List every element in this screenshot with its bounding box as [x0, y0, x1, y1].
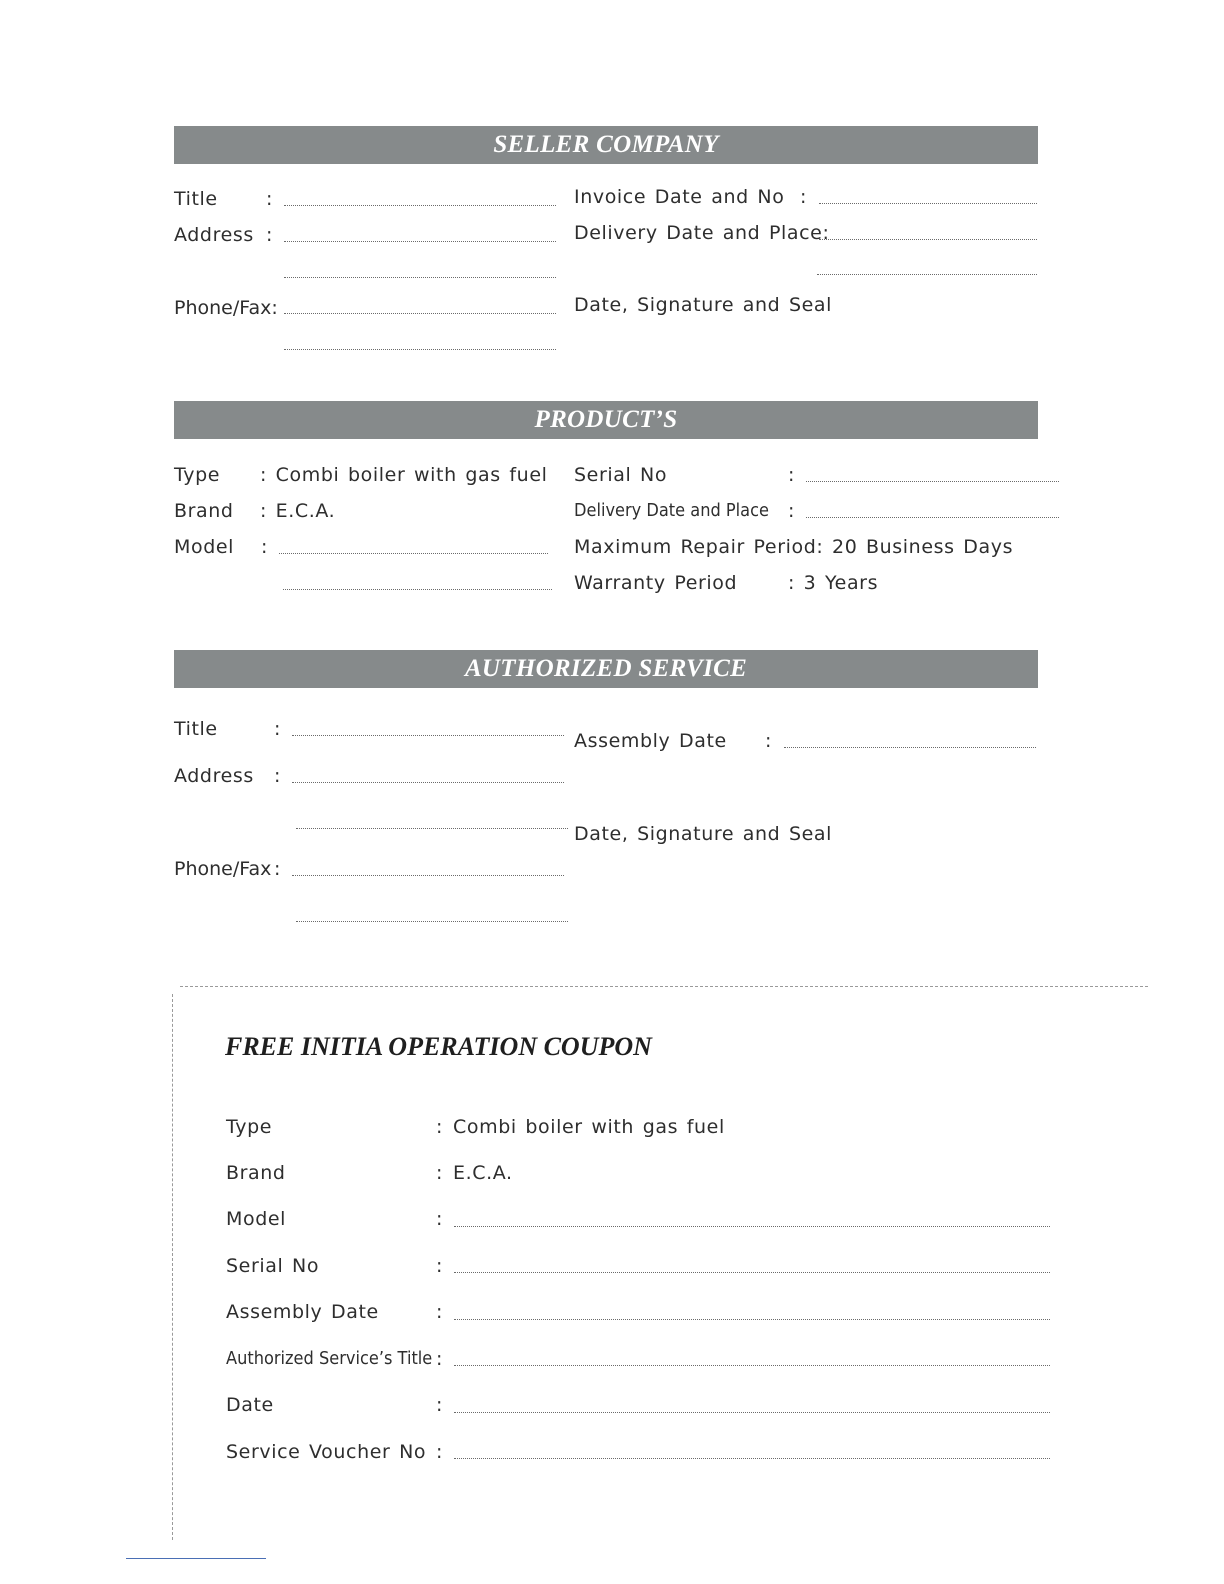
product-model-field-line2[interactable]: [283, 589, 552, 590]
service-assembly-field[interactable]: [784, 747, 1036, 748]
product-serial-field[interactable]: [806, 481, 1059, 482]
coupon-model-label: Model: [226, 1208, 287, 1230]
product-model-field[interactable]: [279, 553, 548, 554]
coupon-voucher-field[interactable]: [454, 1458, 1050, 1459]
coupon-auth-title-label: Authorized Service’s Title: [226, 1348, 433, 1369]
coupon-brand-value: E.C.A.: [453, 1162, 513, 1184]
product-warranty-label: Warranty Period: [574, 572, 738, 594]
coupon-brand-label: Brand: [226, 1162, 286, 1184]
coupon-model-field[interactable]: [454, 1226, 1050, 1227]
seller-delivery-field-line2[interactable]: [817, 274, 1037, 275]
coupon-serial-field[interactable]: [454, 1272, 1050, 1273]
service-signature-label: Date, Signature and Seal: [574, 823, 833, 845]
authorized-service-banner: AUTHORIZED SERVICE: [174, 650, 1038, 688]
service-phone-colon: :: [274, 858, 281, 880]
product-model-colon: :: [261, 536, 268, 558]
seller-delivery-field[interactable]: [819, 239, 1037, 240]
coupon-title: FREE INITIA OPERATION COUPON: [225, 1032, 652, 1061]
service-title-field[interactable]: [292, 735, 564, 736]
service-address-field[interactable]: [292, 782, 564, 783]
seller-phone-field[interactable]: [284, 313, 556, 314]
product-delivery-colon: :: [788, 500, 795, 522]
seller-signature-label: Date, Signature and Seal: [574, 294, 833, 316]
service-assembly-label: Assembly Date: [574, 730, 727, 752]
service-address-label: Address: [174, 765, 254, 787]
product-serial-label: Serial No: [574, 464, 668, 486]
seller-address-field-line2[interactable]: [284, 277, 556, 278]
product-model-label: Model: [174, 536, 235, 558]
coupon-brand-colon: :: [436, 1162, 443, 1184]
coupon-model-colon: :: [436, 1208, 443, 1230]
coupon-serial-label: Serial No: [226, 1255, 320, 1277]
product-delivery-field[interactable]: [806, 517, 1059, 518]
coupon-assembly-label: Assembly Date: [226, 1301, 379, 1323]
service-phone-field-line2[interactable]: [296, 921, 568, 922]
coupon-cut-line-top: [180, 986, 1148, 987]
bottom-rule: [126, 1558, 266, 1559]
seller-phone-label: Phone/Fax:: [174, 297, 278, 319]
coupon-voucher-colon: :: [436, 1441, 443, 1463]
seller-delivery-label: Delivery Date and Place:: [574, 222, 830, 244]
product-brand-value: : E.C.A.: [260, 500, 336, 522]
seller-title-label: Title: [174, 188, 218, 210]
seller-invoice-colon: :: [800, 186, 807, 208]
seller-address-label: Address: [174, 224, 254, 246]
coupon-date-field[interactable]: [454, 1412, 1050, 1413]
service-phone-field[interactable]: [292, 875, 564, 876]
coupon-auth-title-field[interactable]: [454, 1365, 1050, 1366]
product-banner: PRODUCT’S: [174, 401, 1038, 439]
seller-title-colon: :: [266, 188, 273, 210]
seller-invoice-label: Invoice Date and No: [574, 186, 785, 208]
coupon-auth-title-colon: :: [436, 1348, 443, 1370]
product-repair-period: Maximum Repair Period: 20 Business Days: [574, 536, 1014, 558]
coupon-type-label: Type: [226, 1116, 273, 1138]
service-title-colon: :: [274, 718, 281, 740]
product-serial-colon: :: [788, 464, 795, 486]
service-title-label: Title: [174, 718, 218, 740]
product-brand-label: Brand: [174, 500, 234, 522]
product-delivery-label: Delivery Date and Place: [574, 500, 769, 521]
product-warranty-value: : 3 Years: [788, 572, 879, 594]
seller-invoice-field[interactable]: [819, 203, 1037, 204]
coupon-voucher-label: Service Voucher No: [226, 1441, 427, 1463]
coupon-serial-colon: :: [436, 1255, 443, 1277]
seller-address-colon: :: [266, 224, 273, 246]
coupon-type-value: Combi boiler with gas fuel: [453, 1116, 725, 1138]
coupon-cut-line-left: [172, 994, 173, 1540]
coupon-type-colon: :: [436, 1116, 443, 1138]
service-assembly-colon: :: [765, 730, 772, 752]
service-address-colon: :: [274, 765, 281, 787]
coupon-date-label: Date: [226, 1394, 274, 1416]
coupon-assembly-colon: :: [436, 1301, 443, 1323]
service-address-field-line2[interactable]: [296, 828, 568, 829]
coupon-date-colon: :: [436, 1394, 443, 1416]
coupon-assembly-field[interactable]: [454, 1319, 1050, 1320]
seller-phone-field-line2[interactable]: [284, 349, 556, 350]
product-type-label: Type: [174, 464, 221, 486]
service-phone-label: Phone/Fax: [174, 858, 272, 880]
seller-address-field[interactable]: [284, 241, 556, 242]
seller-title-field[interactable]: [284, 205, 556, 206]
product-type-value: : Combi boiler with gas fuel: [260, 464, 548, 486]
seller-company-banner: SELLER COMPANY: [174, 126, 1038, 164]
